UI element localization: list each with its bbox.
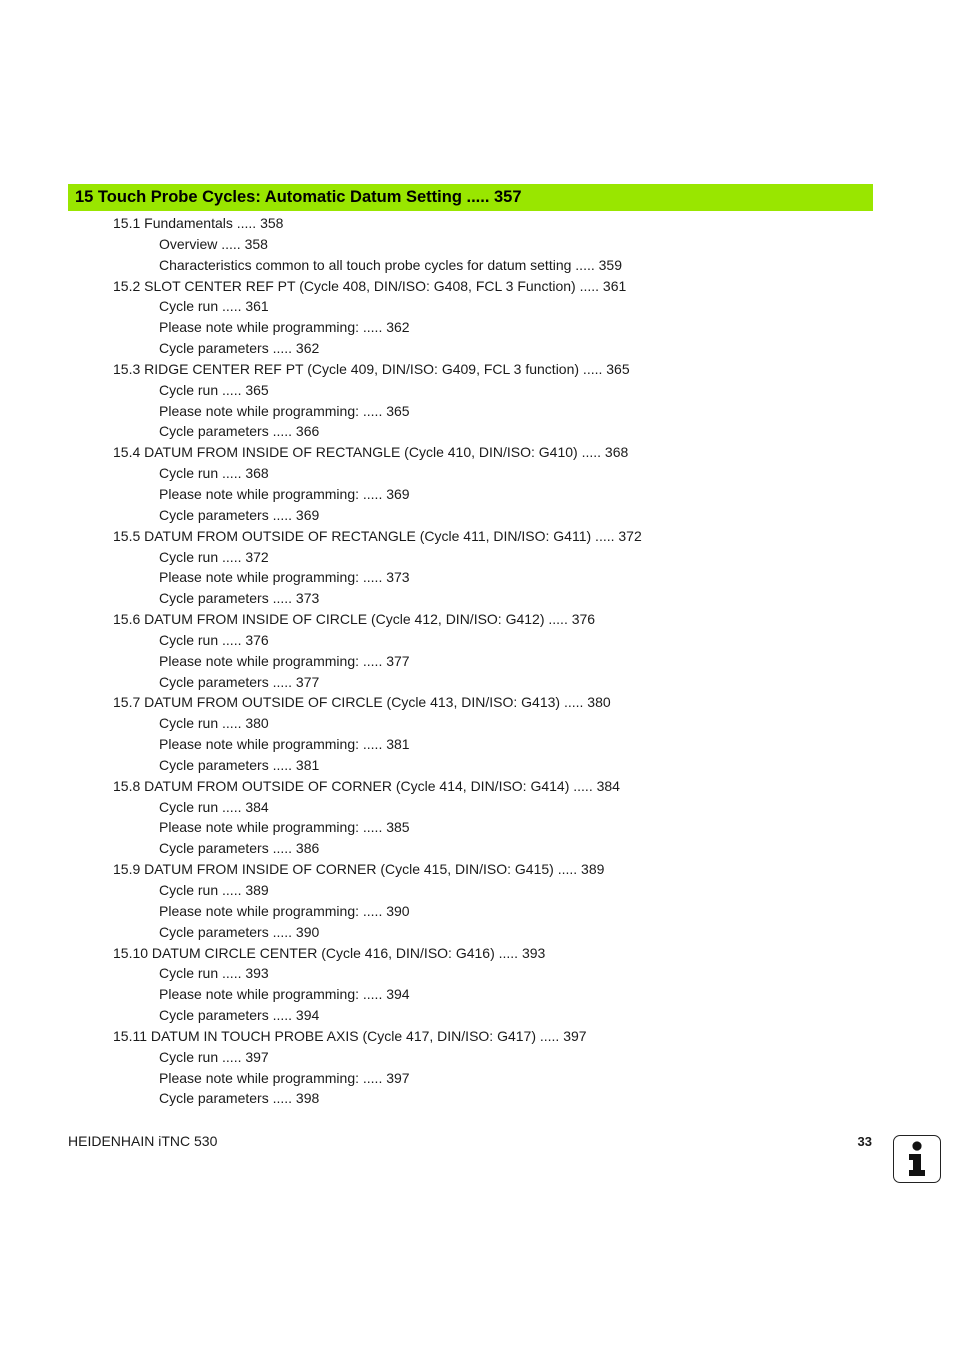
table-of-contents: [0, 213, 954, 1109]
toc-subsection-entry[interactable]: Characteristics common to all touch probe cycles for datum setting ..... 359: [159, 256, 622, 273]
toc-section-entry[interactable]: 15.8 DATUM FROM OUTSIDE OF CORNER (Cycle 414, DIN/ISO: G414) ..... 384: [113, 777, 620, 794]
toc-subsection-entry[interactable]: Cycle parameters ..... 390: [159, 923, 320, 940]
toc-subsection-entry[interactable]: Please note while programming: ..... 373: [159, 569, 410, 586]
toc-section-entry[interactable]: 15.4 DATUM FROM INSIDE OF RECTANGLE (Cycle 410, DIN/ISO: G410) ..... 368: [113, 444, 629, 461]
toc-section-entry[interactable]: 15.11 DATUM IN TOUCH PROBE AXIS (Cycle 417, DIN/ISO: G417) ..... 397: [113, 1027, 587, 1044]
toc-subsection-entry[interactable]: Cycle parameters ..... 394: [159, 1007, 320, 1024]
info-glyph-icon: [894, 1136, 939, 1181]
toc-section-entry[interactable]: 15.9 DATUM FROM INSIDE OF CORNER (Cycle 415, DIN/ISO: G415) ..... 389: [113, 861, 605, 878]
toc-subsection-entry[interactable]: Please note while programming: ..... 377: [159, 652, 410, 669]
toc-subsection-entry[interactable]: Cycle run ..... 372: [159, 548, 269, 565]
toc-subsection-entry[interactable]: Please note while programming: ..... 381: [159, 736, 410, 753]
toc-subsection-entry[interactable]: Cycle run ..... 365: [159, 381, 269, 398]
toc-subsection-entry[interactable]: Cycle run ..... 389: [159, 882, 269, 898]
toc-subsection-entry[interactable]: Please note while programming: ..... 397: [159, 1069, 410, 1086]
toc-section-entry[interactable]: 15.5 DATUM FROM OUTSIDE OF RECTANGLE (Cycle 411, DIN/ISO: G411) ..... 372: [113, 527, 642, 544]
toc-subsection-entry[interactable]: Please note while programming: ..... 369: [159, 485, 410, 502]
toc-subsection-entry[interactable]: Cycle run ..... 393: [159, 965, 269, 982]
toc-subsection-entry[interactable]: Cycle run ..... 361: [159, 298, 269, 315]
page-number: 33: [857, 1134, 872, 1149]
toc-subsection-entry[interactable]: Cycle parameters ..... 381: [159, 756, 320, 773]
toc-section-entry[interactable]: 15.7 DATUM FROM OUTSIDE OF CIRCLE (Cycle 413, DIN/ISO: G413) ..... 380: [113, 694, 611, 711]
toc-subsection-entry[interactable]: Cycle run ..... 376: [159, 631, 269, 648]
toc-subsection-entry[interactable]: Overview ..... 358: [159, 235, 268, 252]
toc-subsection-entry[interactable]: Cycle run ..... 397: [159, 1048, 269, 1065]
toc-subsection-entry[interactable]: Cycle parameters ..... 373: [159, 590, 320, 607]
toc-subsection-entry[interactable]: Cycle parameters ..... 386: [159, 840, 320, 857]
footer-product-name: HEIDENHAIN iTNC 530: [68, 1133, 218, 1149]
toc-subsection-entry[interactable]: Cycle parameters ..... 369: [159, 506, 320, 523]
toc-section-entry[interactable]: 15.3 RIDGE CENTER REF PT (Cycle 409, DIN/ISO: G409, FCL 3 function) ..... 365: [113, 360, 630, 377]
toc-subsection-entry[interactable]: Cycle parameters ..... 366: [159, 423, 320, 440]
toc-section-entry[interactable]: 15.2 SLOT CENTER REF PT (Cycle 408, DIN/ISO: G408, FCL 3 Function) ..... 361: [113, 277, 627, 294]
chapter-title[interactable]: 15 Touch Probe Cycles: Automatic Datum Setting ..... 357: [75, 188, 522, 206]
toc-section-entry[interactable]: 15.10 DATUM CIRCLE CENTER (Cycle 416, DIN/ISO: G416) ..... 393: [113, 944, 546, 961]
toc-subsection-entry[interactable]: Cycle parameters ..... 398: [159, 1090, 320, 1107]
toc-subsection-entry[interactable]: Please note while programming: ..... 394: [159, 986, 410, 1003]
toc-subsection-entry[interactable]: Please note while programming: ..... 390: [159, 902, 410, 919]
toc-subsection-entry[interactable]: Cycle run ..... 380: [159, 715, 269, 732]
chapter-heading-bar: [68, 184, 873, 211]
toc-subsection-entry[interactable]: Cycle run ..... 368: [159, 465, 269, 482]
toc-section-entry[interactable]: 15.1 Fundamentals ..... 358: [113, 215, 284, 231]
toc-subsection-entry[interactable]: Please note while programming: ..... 362: [159, 319, 410, 336]
toc-subsection-entry[interactable]: Cycle parameters ..... 377: [159, 673, 320, 690]
toc-subsection-entry[interactable]: Cycle run ..... 384: [159, 798, 269, 815]
toc-subsection-entry[interactable]: Please note while programming: ..... 385: [159, 819, 410, 836]
toc-subsection-entry[interactable]: Please note while programming: ..... 365: [159, 402, 410, 419]
toc-subsection-entry[interactable]: Cycle parameters ..... 362: [159, 340, 320, 357]
toc-section-entry[interactable]: 15.6 DATUM FROM INSIDE OF CIRCLE (Cycle 412, DIN/ISO: G412) ..... 376: [113, 611, 596, 628]
info-icon: [893, 1135, 941, 1183]
